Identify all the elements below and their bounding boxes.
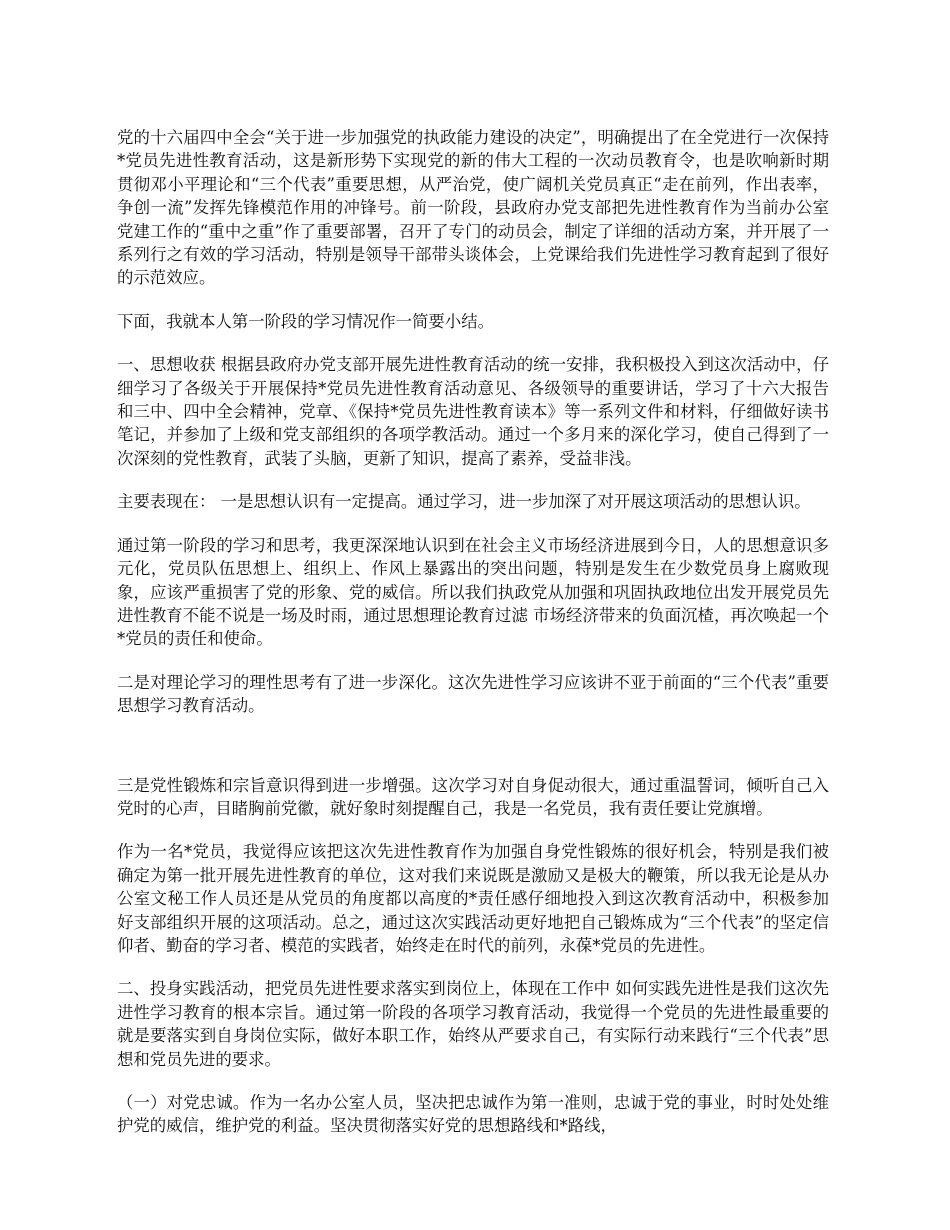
- paragraph-summary-lead: 下面，我就本人第一阶段的学习情况作一简要小结。: [117, 311, 494, 331]
- paragraph-reflection: 通过第一阶段的学习和思考，我更深深地认识到在社会主义市场经济进展到今日，人的思想意识多元化，党员队伍思想上、组织上、作风上暴露出的突出问题，特别是发生在少数党员身上腐败现象，应该严重损害了党的形象、党的威信。所以我们执政党从加强和巩固执政地位出发开展党员先进性教育不能不说是一场及时雨，通过思想理论教育过滤 市场经济带来的负面沉楂，再次唤起一个*党员的责任和使命。: [117, 535, 829, 649]
- paragraph-party-spirit: 三是党性锻炼和宗旨意识得到进一步增强。这次学习对自身促动很大，通过重温誓词，倾听自己入党时的心声，目睹胸前党徽，就好象时刻提醒自己，我是一名党员，我有责任要让党旗增。: [117, 775, 829, 818]
- paragraph-as-party-member: 作为一名*党员，我觉得应该把这次先进性教育作为加强自身党性锻炼的很好机会，特别是我们被确定为第一批开展先进性教育的单位，这对我们来说既是激励又是极大的鞭策，所以我无论是从办公室文秘工作人员还是从党员的角度都以高度的*责任感仔细地投入到这次教育活动中，积极参加好支部组织开展的这项活动。总之，通过这次实践活动更好地把自己锻炼成为“三个代表”的坚定信仰者、勤奋的学习者、模范的实践者，始终走在时代的前列，永葆*党员的先进性。: [117, 842, 829, 955]
- paragraph-section-two: 二、投身实践活动，把党员先进性要求落实到岗位上，体现在工作中 如何实践先进性是我们这次先进性学习教育的根本宗旨。通过第一阶段的各项学习教育活动，我觉得一个党员的先进性最重要的就是要落实到自身岗位实际，做好本职工作，始终从严要求自己，有实际行动来践行“三个代表”思想和党员先进的要求。: [117, 979, 829, 1069]
- paragraph-intro: 党的十六届四中全会“关于进一步加强党的执政能力建设的决定”，明确提出了在全党进行一次保持*党员先进性教育活动，这是新形势下实现党的新的伟大工程的一次动员教育令，也是吹响新时期贯彻邓小平理论和“三个代表”重要思想，从严治党，使广阔机关党员真正“走在前列，作出表率，争创一流”发挥先锋模范作用的冲锋号。前一阶段，县政府办党支部把先进性教育作为当前办公室党建工作的“重中之重”作了重要部署，召开了专门的动员会，制定了详细的活动方案，并开展了一系列行之有效的学习活动，特别是领导干部带头谈体会，上党课给我们先进性学习教育起到了很好的示范效应。: [117, 128, 829, 288]
- document-page: [117, 126, 829, 1138]
- paragraph-section-one: 一、思想收获 根据县政府办党支部开展先进性教育活动的统一安排，我积极投入到这次活动中，仔细学习了各级关于开展保持*党员先进性教育活动意见、各级领导的重要讲话，学习了十六大报告和三中、四中全会精神，党章、《保持*党员先进性教育读本》等一系列文件和材料，仔细做好读书笔记，并参加了上级和党支部组织的各项学教活动。通过一个多月来的深化学习，使自己得到了一次深刻的党性教育，武装了头脑，更新了知识，提高了素养，受益非浅。: [117, 355, 829, 468]
- paragraph-theory-study: 二是对理论学习的理性思考有了进一步深化。这次先进性学习应该讲不亚于前面的“三个代表”重要思想学习教育活动。: [117, 672, 829, 716]
- paragraph-loyalty: （一）对党忠诚。作为一名办公室人员，坚决把忠诚作为第一准则，忠诚于党的事业，时时处处维护党的威信，维护党的利益。坚决贯彻落实好党的思想路线和*路线，: [117, 1093, 829, 1136]
- paragraph-main-points: 主要表现在： 一是思想认识有一定提高。通过学习，进一步加深了对开展这项活动的思想认识。: [117, 492, 811, 512]
